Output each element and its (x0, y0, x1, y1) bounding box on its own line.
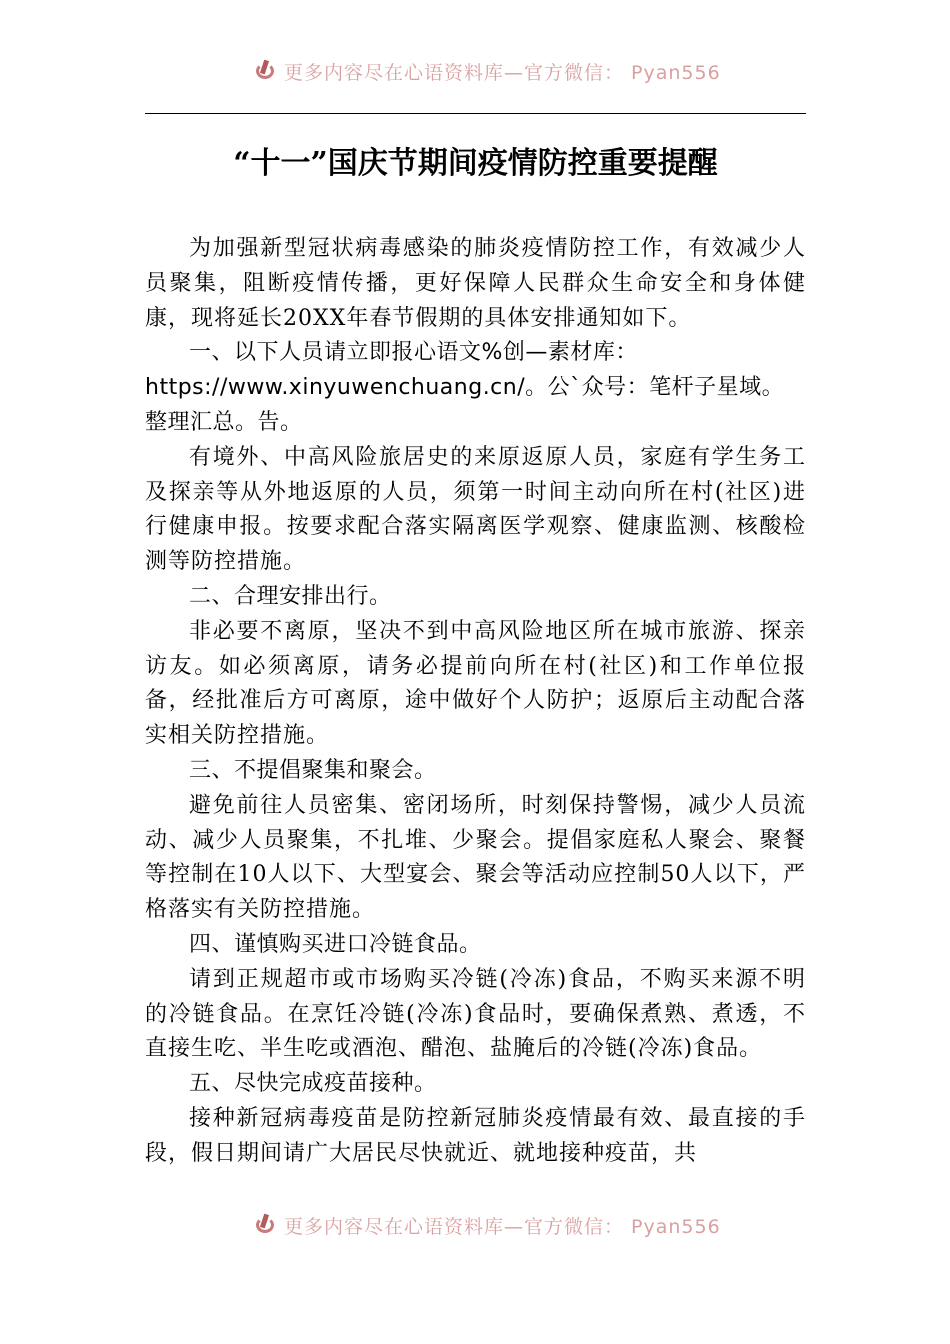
section-text-2: 非必要不离原，坚决不到中高风险地区所在城市旅游、探亲访友。如必须离原，请务必提前向所在村(社区)和工作单位报备，经批准后方可离原，途中做好个人防护；返原后主动配合落实相关防控措施。 (145, 618, 806, 749)
header-divider (145, 113, 806, 114)
section-text-3: 避免前往人员密集、密闭场所，时刻保持警惕，减少人员流动、减少人员聚集，不扎堆、少聚会。提倡家庭私人聚会、聚餐等控制在10人以下、大型宴会、聚会等活动应控制50人以下，严格落实有关防控措施。 (145, 792, 806, 923)
document-body (145, 232, 806, 1172)
section-heading-4: 四、谨慎购买进口冷链食品。 (189, 931, 482, 957)
footer-watermark (254, 1212, 721, 1238)
watermark-text: 更多内容尽在心语资料库—官方微信： Pyan556 (284, 1215, 721, 1238)
document-title: “十一”国庆节期间疫情防控重要提醒 (233, 146, 718, 181)
watermark-text: 更多内容尽在心语资料库—官方微信： Pyan556 (284, 61, 721, 84)
section-heading-3: 三、不提倡聚集和聚会。 (189, 757, 437, 783)
watermark-logo-icon (254, 1213, 278, 1237)
watermark-logo-icon (254, 59, 278, 83)
intro-paragraph: 为加强新型冠状病毒感染的肺炎疫情防控工作，有效减少人员聚集，阻断疫情传播，更好保障人民群众生命安全和身体健康，现将延长20XX年春节假期的具体安排通知如下。 (145, 236, 806, 331)
section-heading-2: 二、合理安排出行。 (189, 583, 392, 609)
section-heading-1: 一、以下人员请立即报心语文%创—素材库：https://www.xinyuwenchuang.cn/。公`众号：笔杆子星域。整理汇总。告。 (145, 340, 785, 435)
section-text-4: 请到正规超市或市场购买冷链(冷冻)食品，不购买来源不明的冷链食品。在烹饪冷链(冷冻)食品时，要确保煮熟、煮透，不直接生吃、半生吃或酒泡、醋泡、盐腌后的冷链(冷冻)食品。 (145, 966, 806, 1062)
header-watermark (254, 58, 721, 84)
section-heading-5: 五、尽快完成疫苗接种。 (189, 1071, 437, 1097)
section-text-5: 接种新冠病毒疫苗是防控新冠肺炎疫情最有效、最直接的手段，假日期间请广大居民尽快就近、就地接种疫苗，共 (145, 1105, 806, 1166)
section-text-1: 有境外、中高风险旅居史的来原返原人员，家庭有学生务工及探亲等从外地返原的人员，须第一时间主动向所在村(社区)进行健康申报。按要求配合落实隔离医学观察、健康监测、核酸检测等防控措施。 (145, 444, 806, 575)
